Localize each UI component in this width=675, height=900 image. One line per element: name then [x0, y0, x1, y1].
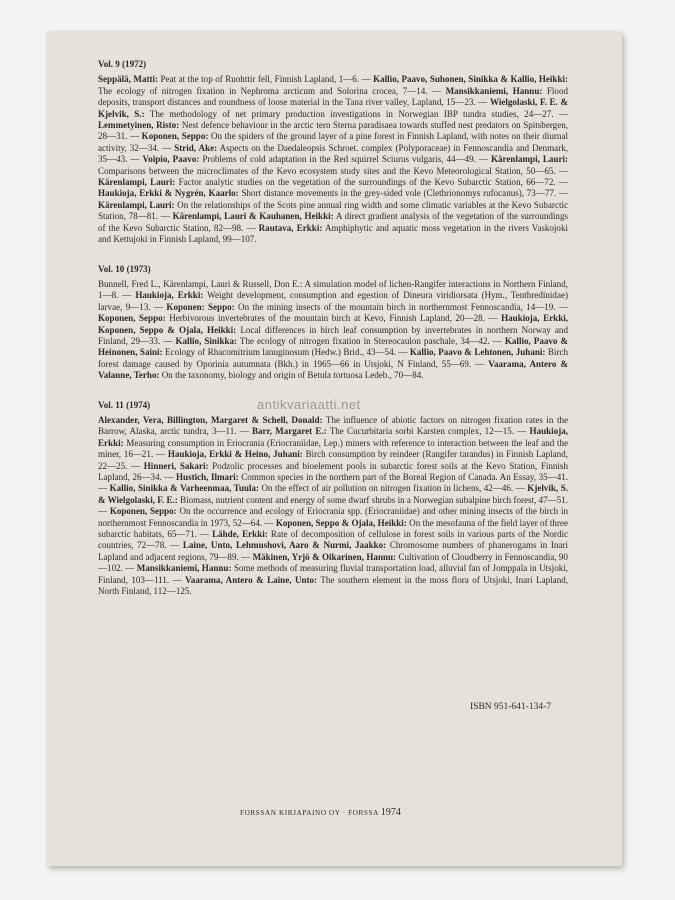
entry-title: Amphiphytic and aquatic moss vegetation in the rivers Vaskojoki and Kettujoki in Finnish Lapland, 99—107.	[98, 222, 568, 245]
entry-authors: Rautava, Erkki:	[258, 222, 323, 233]
entry-title: Weight development, consumption and egestion of Dineura viridiorsata (Hym., Tenthredinidae) larvae, 9—13. —	[98, 290, 569, 312]
entry-authors: Lähde, Erkki:	[212, 529, 268, 540]
entry-authors: Wielgolaski, F. E. & Kjelvik, S.:	[98, 97, 568, 119]
entry-authors: Haukioja, Erkki:	[98, 426, 568, 448]
entry-authors: Kallio, Paavo, Suhonen, Sinikka & Kallio, Heikki:	[373, 74, 569, 85]
entry-authors: Kjelvik, S. & Wielgolaski, F. E.:	[98, 483, 569, 505]
entry-title: On the occurrence and ecology of Eriocrania spp. (Eriocraniidae) and other mining insects of the birch in northernmost Fennoscandia in 1973, 52—64. —	[98, 506, 568, 528]
entry-title: Factor analytic studies on the vegetation of the surroundings of the Kevo Subarctic Station, 66—72. —	[175, 177, 569, 188]
volume-entries	[98, 415, 568, 598]
entry-title: Common species in the northern part of the Boreal Region of Canada. An Essay, 35—41. —	[98, 472, 569, 494]
volume-list	[98, 59, 568, 615]
entry-title: Measuring consumption in Eriocrania (Eriocraniidae, Lep.) miners with reference to interaction between the leaf and the miner, 16—21. —	[98, 437, 568, 460]
watermark: antikvariaatti.net	[257, 397, 361, 412]
entry-authors: Haukioja, Erkki:	[135, 290, 204, 301]
entry-authors: Lemmetyinen, Risto:	[98, 120, 180, 131]
entry-authors: Voipio, Paavo:	[142, 154, 200, 165]
entry-title: Ecology of Rhacomitrium lanuginosum (Hedw.) Brid., 43—54. —	[162, 347, 410, 358]
entry-authors: Mansikkaniemi, Hannu:	[445, 85, 543, 96]
entry-title: Short distance movements in the grey-sided vole (Clethrionomys rufocanus), 73—77. —	[238, 188, 568, 199]
entry-title: A direct gradient analysis of the vegetation of the surroundings of the Kevo Subarctic Station, 82—98. —	[98, 211, 568, 233]
entry-authors: Seppälä, Matti:	[98, 74, 159, 85]
entry-authors: Strid, Ake:	[174, 142, 218, 153]
entry-title: Chromosome numbers of phanerogams in Inari Lapland and adjacent regions, 79—89. —	[98, 540, 568, 562]
entry-title: Comparisons between the microclimates of the Kevo ecosystem study sites and the Kevo Meteorological Station, 50—65. —	[98, 165, 568, 176]
entry-title: Nest defence behaviour in the arctic tern Sterna paradisaea towards stuffed nest predators on Spitsbergen, 28—31. —	[98, 120, 569, 142]
volume-heading: Vol. 11 (1974)	[98, 399, 151, 410]
volume-entries	[98, 279, 568, 382]
entry-title: Rate of decomposition of cellulose in forest soils in various parts of the Nordic countries, 72—78. —	[98, 529, 568, 551]
entry-title: The southern element in the moss flora of Utsjoki, Inari Lapland, North Finland, 112—125.	[98, 574, 568, 597]
entry-authors: Koponen, Seppo:	[98, 313, 166, 324]
entry-authors: Laine, Unto, Lehmushovi, Aaro & Nurmi, Jaakko:	[182, 540, 387, 551]
entry-authors: Haukioja, Erkki & Nygrén, Kaarlo:	[98, 188, 239, 199]
volume-heading: Vol. 10 (1973)	[98, 263, 151, 274]
isbn: ISBN 951-641-134-7	[470, 702, 552, 712]
entry-authors: Alexander, Vera, Billington, Margaret & Schell, Donald:	[98, 414, 323, 425]
entry-authors: Kallio, Sinikka:	[175, 335, 238, 346]
entry-title: On the relationships of the Scots pine annual ring width and some climatic variables at the Kevo Subarctic Station, 78—81. —	[98, 199, 568, 222]
entry-title: Bunnell, Fred L., Kärenlampi, Lauri & Russell, Don E.: A simulation model of lichen-Rangifer interactions in Northern Finland, 1—8. —	[98, 278, 568, 301]
volume-heading: Vol. 9 (1972)	[98, 59, 147, 69]
entry-authors: Kallio, Paavo & Lehtonen, Juhani:	[409, 347, 546, 358]
entry-title: On the effect of air pollution on nitrogen fixation in lichens, 42—46. —	[258, 483, 528, 494]
print-year: 1974	[380, 807, 401, 818]
entry-title: Flood deposits, transport distances and roundness of loose material in the Tana river valley, Lapland, 15—23. —	[98, 85, 569, 108]
entry-authors: Koponen, Seppo:	[109, 506, 177, 517]
entry-authors: Mansikkaniemi, Hannu:	[136, 563, 232, 574]
entry-authors: Kärenlampi, Lauri & Kauhanen, Heikki:	[172, 211, 334, 222]
entry-title: On the mining insects of the mountain birch in northernmost Fennoscandia, 14—19. —	[234, 301, 568, 312]
entry-title: The methodology of net primary production investigations in Norwegian IBP tundra studies, 24—27. —	[144, 108, 568, 119]
entry-authors: Hustich, Ilmari:	[176, 472, 239, 482]
entry-title: On the mesofauna of the field layer of three subarctic habitats, 65—71. —	[98, 517, 569, 540]
entry-title: Local differences in birch leaf consumption by invertebrates in northern Norway and Finland, 29—33. —	[98, 324, 568, 346]
entry-authors: Kallio, Sinikka & Varheenmaa, Tuula:	[109, 483, 259, 494]
printer-name: FORSSAN KIRJAPAINO OY · FORSSA	[240, 809, 379, 817]
entry-authors: Mäkinen, Yrjö & Oikarinen, Hannu:	[252, 551, 397, 562]
entry-authors: Koponen, Seppo:	[141, 131, 209, 142]
entry-title: The ecology of nitrogen fixation in Stereocaulon paschale, 34—42. —	[237, 335, 505, 346]
entry-authors: Koponen: Seppo:	[166, 301, 235, 312]
entry-title: Aspects on the Daedaleopsis Schroet. complex (Polyporaceae) in Fennoscandia and Denmark, 35—43. —	[98, 142, 568, 165]
entry-title: The Cucurbitaria sorbi Karsten complex, 12—15. —	[326, 426, 530, 437]
volume-entries	[98, 74, 568, 245]
entry-title: Podzolic processes and bioelement pools in subarctic forest soils at the Kevo Station, Finnish Lapland, 26—34. —	[98, 460, 568, 482]
entry-title: The influence of abiotic factors on nitrogen fixation rates in the Barrow, Alaska, arctic tundra, 3—11. —	[98, 414, 568, 437]
printer-imprint	[240, 807, 401, 818]
entry-authors: Haukioja, Erkki, Koponen, Seppo & Ojala, Heikki:	[98, 313, 568, 335]
entry-authors: Kärenlampi, Lauri:	[98, 177, 176, 188]
entry-authors: Kallio, Paavo & Heinonen, Saini:	[98, 335, 568, 358]
entry-title: Biomass, nutrient content and energy of some dwarf shrubs in a Norwegian subalpine birch forest, 47—51. —	[98, 494, 568, 517]
entry-title: On the spiders of the ground layer of a pine forest in Finnish Lapland, with notes on their diurnal activity, 32—34. —	[98, 131, 568, 153]
entry-authors: Koponen, Seppo & Ojala, Heikki:	[275, 517, 407, 528]
entry-title: Some methods of measuring fluvial transportation load, alluvial fan of Jomppala in Utsjoki, Finland, 103—111. —	[98, 563, 569, 585]
entry-authors: Barr, Margaret E.:	[251, 426, 327, 437]
entry-title: Herbivorous invertebrates of the mountain birch at Kevo, Finnish Lapland, 20—28. —	[165, 313, 502, 324]
entry-title: The ecology of nitrogen fixation in Nephroma arcticum and Solorina crocea, 7—14. —	[98, 85, 446, 96]
entry-title: Problems of cold adaptation in the Red squirrel Sciurus vulgaris, 44—49. —	[199, 154, 491, 165]
entry-title: Birch forest damage caused by Oporinia autumnata (Bkh.) in 1965—66 in Utsjoki, N Finland, 55—69. —	[98, 347, 568, 369]
entry-authors: Vaarama, Antero & Valanne, Terho:	[98, 358, 568, 381]
entry-title: Cultivation of Cloudberry in Fennoscandia, 90—102. —	[98, 551, 568, 574]
entry-title: On the taxonomy, biology and origin of Betula tortuosa Ledeb., 70—84.	[159, 370, 424, 381]
entry-authors: Kärenlampi, Lauri:	[491, 154, 569, 165]
entry-authors: Kärenlampi, Lauri:	[98, 199, 175, 210]
entry-title: Peat at the top of Ruohttir fell, Finnish Lapland, 1—6. —	[158, 74, 374, 85]
entry-authors: Haukioja, Erkki & Heino, Juhani:	[167, 449, 303, 460]
entry-authors: Hinneri, Sakari:	[143, 460, 209, 471]
entry-authors: Vaarama, Antero & Laine, Unto:	[185, 574, 318, 585]
entry-title: Birch consumption by reindeer (Rangifer tarandus) in Finnish Lapland, 22—25. —	[98, 449, 568, 471]
